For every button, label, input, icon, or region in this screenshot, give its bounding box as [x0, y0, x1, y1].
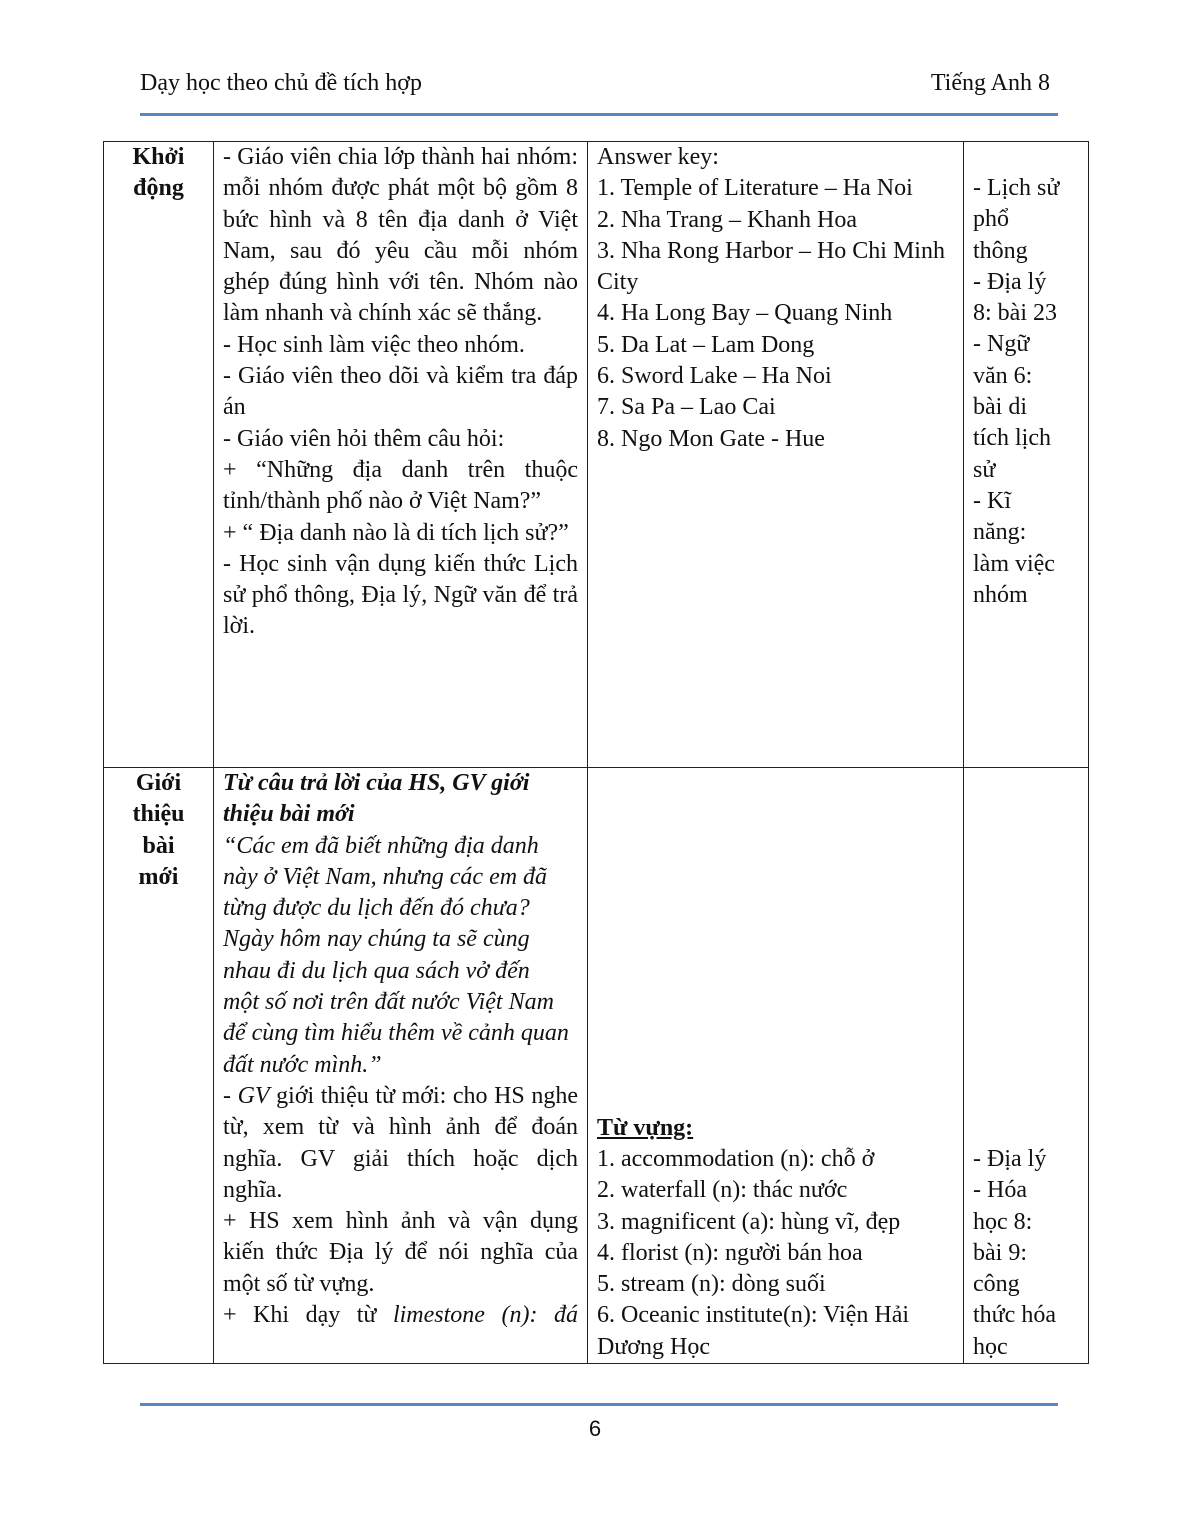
integration-line: làm việc [973, 550, 1055, 577]
lesson-table [103, 141, 1089, 1364]
header-title: Dạy học theo chủ đề tích hợp [140, 70, 422, 96]
content-cell [588, 142, 964, 768]
activity-paragraph: - Giáo viên theo dõi và kiểm tra đáp án [223, 363, 578, 421]
stage-cell [104, 142, 214, 768]
vocab-item: 2. waterfall (n): thác nước [597, 1177, 848, 1204]
answer-key-heading: Answer key: [597, 144, 719, 170]
integration-cell [964, 142, 1089, 768]
limestone-term: limestone (n): đá [392, 1302, 578, 1329]
integration-line: tích lịch [973, 425, 1051, 452]
activity-paragraph: - Giáo viên hỏi thêm câu hỏi: [223, 425, 505, 452]
activities-cell [214, 142, 588, 768]
integration-line: bài di [973, 394, 1027, 421]
stage-line: Giới [135, 770, 182, 796]
activity-paragraph [223, 1300, 578, 1331]
answer-item: 5. Da Lat – Lam Dong [597, 331, 815, 358]
answer-item: 2. Nha Trang – Khanh Hoa [597, 206, 857, 233]
gv-label: GV [237, 1082, 270, 1109]
stage-cell [104, 768, 214, 1364]
integration-line: học 8: [973, 1208, 1033, 1235]
integration-line: - Ngữ [973, 331, 1030, 358]
integration-line: thức hóa [973, 1302, 1056, 1329]
integration-line: - Kĩ [973, 487, 1011, 514]
header-rule [140, 113, 1058, 116]
activity-paragraph: - Giáo viên chia lớp thành hai nhóm: mỗi nhóm được phát một bộ gồm 8 bức hình và 8 tên địa danh ở Việt Nam, sau đó yêu cầu mỗi nhóm ghép đúng hình với tên. Nhóm nào làm nhanh và chính xác sẽ thắng. [223, 144, 578, 327]
vocab-heading: Từ vựng: [597, 1114, 694, 1141]
integration-line: học [973, 1333, 1008, 1360]
header-subject: Tiếng Anh 8 [930, 70, 1050, 96]
integration-line: văn 6: [973, 362, 1033, 389]
table-row-intro [104, 768, 1089, 1364]
activity-paragraph: - GV giới thiệu từ mới: cho HS nghe từ, xem từ và hình ảnh để đoán nghĩa. GV giải thích hoặc dịch nghĩa. [223, 1082, 578, 1203]
integration-line: năng: [973, 519, 1027, 546]
stage-line: thiệu [132, 801, 185, 828]
answer-item: 3. Nha Rong Harbor – Ho Chi Minh City [597, 237, 945, 296]
gv-text: giới thiệu từ mới: cho HS nghe từ, xem từ và hình ảnh để đoán nghĩa. GV giải thích hoặc dịch nghĩa. [223, 1082, 578, 1203]
integration-line: thông [973, 237, 1028, 264]
answer-item: 7. Sa Pa – Lao Cai [597, 394, 776, 421]
footer-rule [140, 1403, 1058, 1406]
intro-quote: “Các em đã biết những địa danh này ở Việt Nam, nhưng các em đã từng được du lịch đến đó chưa?Ngày hôm nay chúng ta sẽ cùng nhau đi du lịch qua sách vở đến một số nơi trên đất nước Việt Nam để cùng tìm hiểu thêm về cảnh quan đất nước mình.” [223, 832, 569, 1078]
integration-line: sử [973, 456, 996, 483]
intro-heading: Từ câu trả lời của HS, GV giới thiệu bài mới [223, 770, 530, 828]
integration-line: bài 9: [973, 1239, 1027, 1266]
limestone-prefix: + Khi dạy từ [223, 1302, 393, 1329]
activity-paragraph: - Học sinh vận dụng kiến thức Lịch sử phổ thông, Địa lý, Ngữ văn để trả lời. [223, 550, 578, 640]
answer-item: 4. Ha Long Bay – Quang Ninh [597, 300, 893, 327]
content-cell [588, 768, 964, 1364]
table-row-warmup [104, 142, 1089, 768]
integration-line: 8: bài 23 [973, 300, 1057, 327]
answer-item: 6. Sword Lake – Ha Noi [597, 363, 832, 390]
page-header [140, 70, 1050, 104]
answer-item: 8. Ngo Mon Gate - Hue [597, 425, 825, 452]
vocab-item: 4. florist (n): người bán hoa [597, 1239, 863, 1266]
integration-line: - Địa lý [973, 1145, 1047, 1172]
integration-cell [964, 768, 1089, 1364]
activity-paragraph: + HS xem hình ảnh và vận dụng kiến thức Địa lý để nói nghĩa của một số từ vựng. [223, 1208, 578, 1297]
answer-item: 1. Temple of Literature – Ha Noi [597, 175, 913, 202]
activity-paragraph: + “Những địa danh trên thuộc tỉnh/thành phố nào ở Việt Nam?” [223, 456, 578, 515]
activity-paragraph: + “ Địa danh nào là di tích lịch sử?” [223, 519, 569, 546]
integration-line: công [973, 1271, 1020, 1298]
activities-cell [214, 768, 588, 1364]
activity-paragraph: - Học sinh làm việc theo nhóm. [223, 331, 525, 358]
integration-line: - Hóa [973, 1177, 1027, 1204]
vocab-item: 1. accommodation (n): chỗ ở [597, 1145, 875, 1172]
vocab-item: 5. stream (n): dòng suối [597, 1271, 826, 1298]
integration-line: phổ [973, 206, 1009, 233]
stage-line: mới [138, 863, 179, 890]
vocab-item: 6. Oceanic institute(n): Viện Hải Dương Học [597, 1302, 910, 1360]
vocab-item: 3. magnificent (a): hùng vĩ, đẹp [597, 1208, 901, 1235]
integration-line: - Địa lý [973, 268, 1047, 295]
stage-line: Khởi [132, 144, 185, 170]
page-number: 6 [588, 1416, 602, 1441]
stage-line: động [133, 175, 184, 202]
stage-line: bài [142, 832, 175, 859]
integration-line: - Lịch sử [973, 175, 1060, 201]
integration-line: nhóm [973, 581, 1028, 608]
